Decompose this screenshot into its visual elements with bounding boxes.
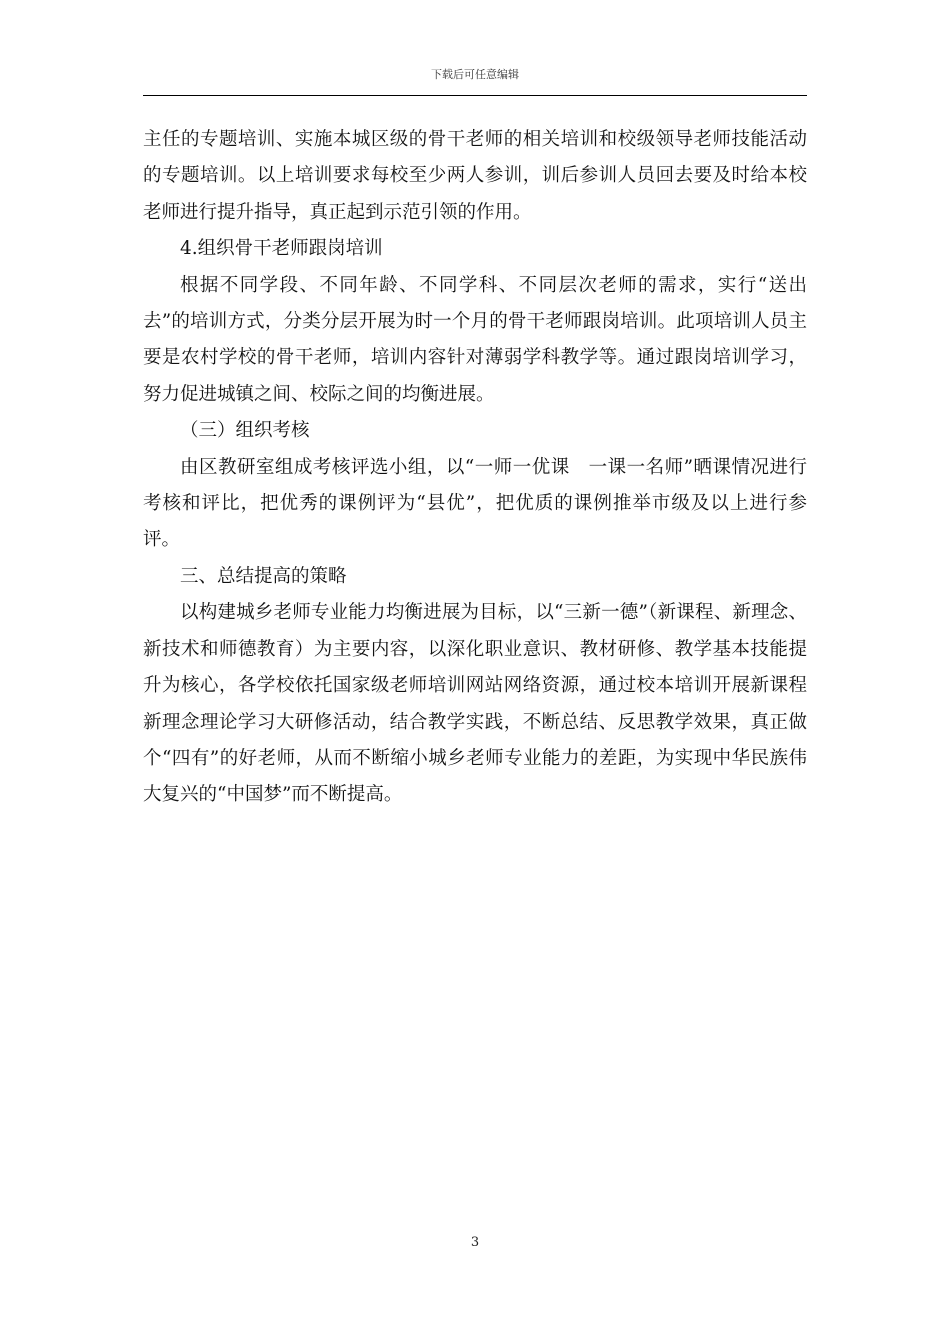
page-number: 3	[470, 1235, 480, 1250]
heading-summary-strategy: 三、总结提高的策略	[180, 565, 347, 587]
subheading-backbone-training: 4.组织骨干老师跟岗培训	[180, 238, 383, 260]
subheading-assessment: （三）组织考核	[180, 420, 310, 442]
paragraph-backbone-training: 根据不同学段、不同年龄、不同学科、不同层次老师的需求，实行“送出去”的培训方式，分类分层开展为时一个月的骨干老师跟岗培训。此项培训人员主要是农村学校的骨干老师，培训内容针对薄弱学科教学等。通过跟岗培训学习，努力促进城镇之间、校际之间的均衡进展。	[143, 274, 807, 405]
paragraph-summary-strategy: 以构建城乡老师专业能力均衡进展为目标，以“三新一德”（新课程、新理念、新技术和师德教育）为主要内容，以深化职业意识、教材研修、教学基本技能提升为核心，各学校依托国家级老师培训网站网络资源，通过校本培训开展新课程新理念理论学习大研修活动，结合教学实践，不断总结、反思教学效果，真正做个“四有”的好老师，从而不断缩小城乡老师专业能力的差距，为实现中华民族伟大复兴的“中国梦”而不断提高。	[143, 602, 807, 806]
document-body	[143, 122, 807, 814]
paragraph-assessment: 由区教研室组成考核评选小组，以“一师一优课 一课一名师”晒课情况进行考核和评比，把优秀的课例评为“县优”，把优质的课例推举市级及以上进行参评。	[143, 456, 807, 551]
header-rule	[143, 95, 807, 96]
paragraph-continued: 主任的专题培训、实施本城区级的骨干老师的相关培训和校级领导老师技能活动的专题培训。以上培训要求每校至少两人参训，训后参训人员回去要及时给本校老师进行提升指导，真正起到示范引领的作用。	[143, 129, 807, 223]
page-header: 下载后可任意编辑	[431, 68, 519, 81]
